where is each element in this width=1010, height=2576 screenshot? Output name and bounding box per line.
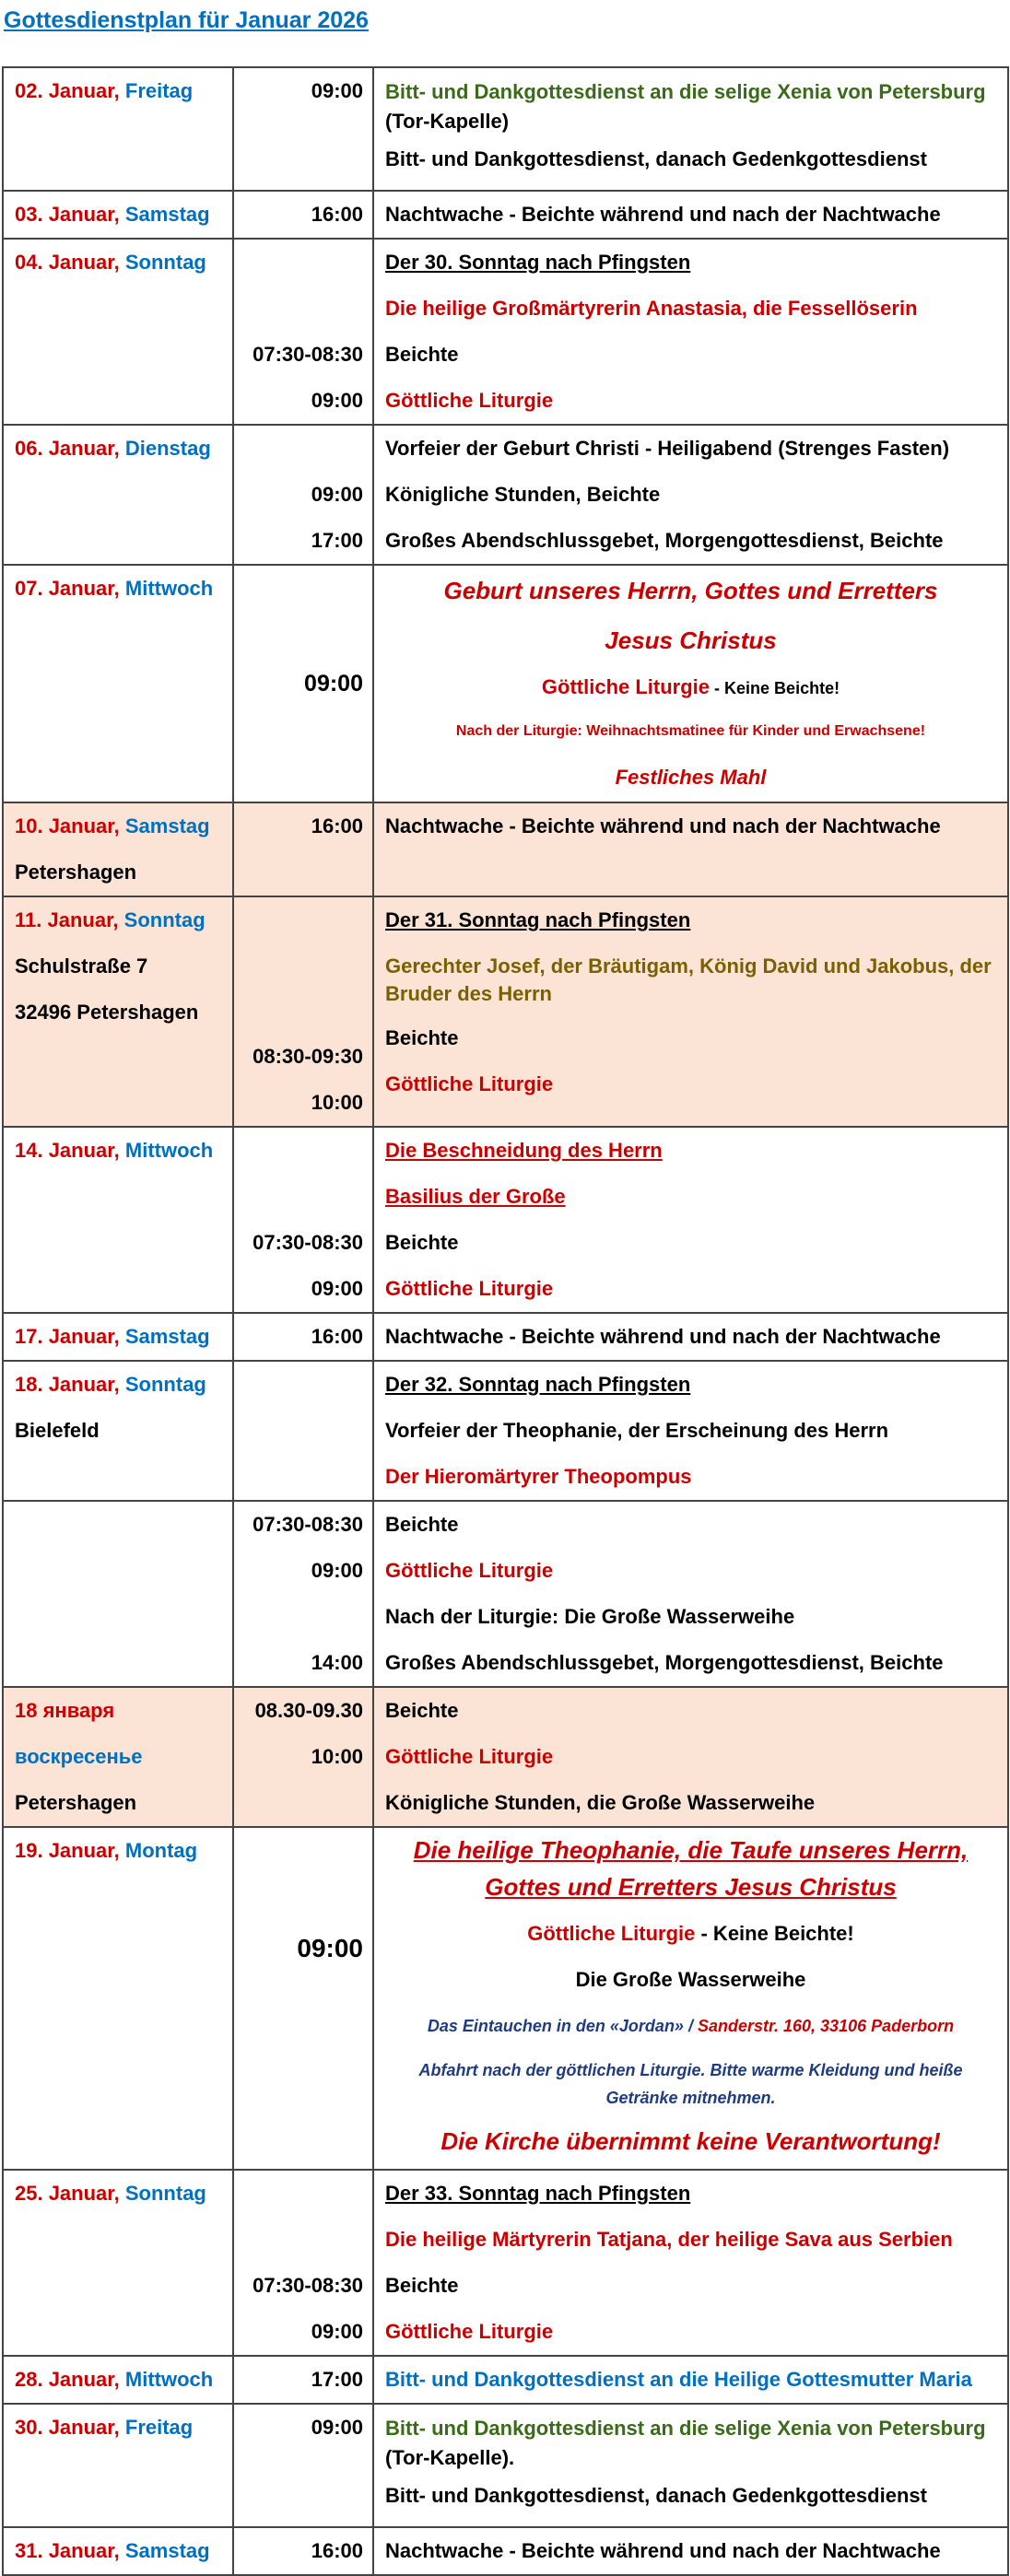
warning-line: Die Kirche übernimmt keine Verantwortung!: [440, 2127, 941, 2155]
time-label: 07:30-08:30: [252, 343, 363, 366]
date-label: 18 января: [15, 1699, 115, 1722]
service-line: Gerechter Josef, der Bräutigam, König David und Jakobus, der Bruder des Herrn: [385, 954, 992, 1005]
time-label: 08:30-09:30: [252, 1045, 363, 1068]
service-note: - Keine Beichte!: [695, 1922, 854, 1945]
service-line: Bitt- und Dankgottesdienst an die selige Xenia von Petersburg: [385, 80, 986, 103]
service-line: Nach der Liturgie: Die Große Wasserweihe: [385, 1605, 795, 1628]
table-row: [3, 1501, 1008, 1687]
weekday-label: Samstag: [124, 203, 210, 226]
service-line: Göttliche Liturgie: [527, 1922, 696, 1945]
service-note: - Keine Beichte!: [710, 679, 840, 697]
time-label: 17:00: [311, 2368, 363, 2391]
service-line: (Tor-Kapelle).: [385, 2446, 515, 2469]
schedule-table: [2, 66, 1009, 2576]
service-line: Bitt- und Dankgottesdienst an die selige Xenia von Petersburg: [385, 2417, 986, 2440]
address-line: Sanderstr. 160, 33106 Paderborn: [697, 2017, 955, 2035]
date-label: 04. Januar,: [15, 251, 120, 274]
service-line: Die heilige Theophanie, die Taufe unseres Herrn,: [413, 1836, 969, 1864]
table-row: [3, 425, 1008, 565]
time-label: 07:30-08:30: [252, 1231, 363, 1254]
date-label: 06. Januar,: [15, 437, 120, 460]
service-line: Großes Abendschlussgebet, Morgengottesdienst, Beichte: [385, 1651, 944, 1674]
service-line: Beichte: [385, 343, 459, 366]
service-line: Die heilige Märtyrerin Tatjana, der heilige Sava aus Serbien: [385, 2228, 953, 2251]
time-label: 14:00: [311, 1651, 363, 1674]
service-line: Nachtwache - Beichte während und nach der Nachtwache: [385, 1325, 941, 1348]
table-row: [3, 2404, 1008, 2527]
service-line: Der Hieromärtyrer Theopompus: [385, 1465, 692, 1488]
service-line: Göttliche Liturgie: [385, 1072, 554, 1095]
date-label: 11. Januar,: [15, 908, 119, 931]
service-line: Göttliche Liturgie: [385, 1277, 554, 1300]
service-line: Göttliche Liturgie: [385, 389, 554, 412]
weekday-label: Freitag: [124, 79, 194, 102]
time-label: 16:00: [311, 203, 363, 226]
weekday-label: Freitag: [124, 2416, 194, 2439]
service-line: Gottes und Erretters Jesus Christus: [485, 1873, 897, 1901]
service-line: Die Große Wasserweihe: [575, 1968, 806, 1991]
service-line: Königliche Stunden, Beichte: [385, 483, 661, 506]
weekday-label: Dienstag: [124, 437, 211, 460]
time-label: 16:00: [311, 2539, 363, 2562]
separator-text: /: [683, 2017, 698, 2035]
date-label: 03. Januar,: [15, 203, 120, 226]
table-row: [3, 565, 1008, 802]
service-line: Bitt- und Dankgottesdienst an die Heilige Gottesmutter Maria: [385, 2368, 972, 2391]
weekday-label: Mittwoch: [124, 1139, 214, 1162]
table-row: [3, 1827, 1008, 2170]
service-line: Festliches Mahl: [615, 766, 767, 789]
date-label: 07. Januar,: [15, 577, 120, 600]
time-label: 09:00: [311, 1559, 363, 1582]
service-line: Beichte: [385, 1513, 459, 1536]
table-row: [3, 896, 1008, 1127]
time-label: 16:00: [311, 1325, 363, 1348]
service-cell: [373, 67, 1008, 191]
service-line: Der 33. Sonntag nach Pfingsten: [385, 2182, 691, 2205]
weekday-label: Sonntag: [124, 1373, 206, 1396]
table-row: [3, 1127, 1008, 1313]
weekday-label: Sonntag: [123, 908, 206, 931]
table-row: [3, 1687, 1008, 1827]
service-line: Großes Abendschlussgebet, Morgengottesdienst, Beichte: [385, 529, 944, 552]
service-line: Der 30. Sonntag nach Pfingsten: [385, 251, 691, 274]
time-label: 09:00: [311, 2416, 363, 2439]
table-row: [3, 67, 1008, 191]
time-label: 09:00: [311, 483, 363, 506]
date-label: 25. Januar,: [15, 2182, 120, 2205]
service-line: Der 31. Sonntag nach Pfingsten: [385, 908, 691, 931]
time-label: 09:00: [311, 1277, 363, 1300]
time-label: 09:00: [311, 79, 363, 102]
service-line: Beichte: [385, 1231, 459, 1254]
date-label: 19. Januar,: [15, 1839, 120, 1862]
service-line: Nachtwache - Beichte während und nach der Nachtwache: [385, 203, 941, 226]
date-label: 30. Januar,: [15, 2416, 120, 2439]
time-label: 09:00: [297, 1934, 363, 1962]
table-row: [3, 2527, 1008, 2575]
date-label: 17. Januar,: [15, 1325, 120, 1348]
service-line: (Tor-Kapelle): [385, 110, 510, 133]
table-row: [3, 2170, 1008, 2356]
table-row: [3, 191, 1008, 239]
address-line: Schulstraße 7: [15, 954, 148, 978]
time-label: 09:00: [311, 2320, 363, 2343]
date-cell: [3, 67, 233, 191]
time-label: 07:30-08:30: [252, 1513, 363, 1536]
date-label: 02. Januar,: [15, 79, 120, 102]
table-row: [3, 802, 1008, 896]
service-line: Vorfeier der Geburt Christi - Heiligabend (Strenges Fasten): [385, 437, 950, 460]
service-line: Göttliche Liturgie: [385, 1745, 554, 1768]
time-label: 17:00: [311, 529, 363, 552]
service-line: Göttliche Liturgie: [385, 1559, 554, 1582]
time-label: 10:00: [311, 1091, 363, 1114]
time-cell: [233, 67, 373, 191]
service-line: Bitt- und Dankgottesdienst, danach Gedenkgottesdienst: [385, 147, 927, 170]
service-line: Vorfeier der Theophanie, der Erscheinung des Herrn: [385, 1419, 889, 1442]
address-line: 32496 Petershagen: [15, 1001, 199, 1024]
weekday-label: Samstag: [124, 1325, 210, 1348]
weekday-label: Montag: [124, 1839, 198, 1862]
service-line: Die Beschneidung des Herrn: [385, 1139, 663, 1162]
table-row: [3, 1361, 1008, 1501]
weekday-label: Mittwoch: [124, 577, 214, 600]
date-label: 18. Januar,: [15, 1373, 120, 1396]
weekday-label: Samstag: [124, 814, 210, 837]
weekday-label: Sonntag: [124, 2182, 206, 2205]
service-line: Die heilige Großmärtyrerin Anastasia, die Fessellöserin: [385, 297, 918, 320]
time-label: 10:00: [311, 1745, 363, 1768]
time-label: 07:30-08:30: [252, 2274, 363, 2297]
service-line: Königliche Stunden, die Große Wasserweihe: [385, 1791, 816, 1814]
weekday-label: воскресенье: [15, 1745, 143, 1768]
service-line: Beichte: [385, 1026, 459, 1049]
service-line: Göttliche Liturgie: [541, 675, 711, 698]
weekday-label: Sonntag: [124, 251, 206, 274]
service-line: Geburt unseres Herrn, Gottes und Erretters: [443, 577, 938, 604]
time-label: 09:00: [304, 671, 363, 697]
service-line: Beichte: [385, 1699, 459, 1722]
date-label: 10. Januar,: [15, 814, 120, 837]
date-label: 28. Januar,: [15, 2368, 120, 2391]
date-label: 31. Januar,: [15, 2539, 120, 2562]
service-line: Der 32. Sonntag nach Pfingsten: [385, 1373, 691, 1396]
weekday-label: Samstag: [124, 2539, 210, 2562]
service-line: Göttliche Liturgie: [385, 2320, 554, 2343]
date-label: 14. Januar,: [15, 1139, 120, 1162]
service-note: Das Eintauchen in den «Jordan»: [427, 2017, 684, 2035]
page-title: Gottesdienstplan für Januar 2026: [4, 7, 369, 33]
location-label: Bielefeld: [15, 1419, 100, 1442]
service-note: Nach der Liturgie: Weihnachtsmatinee für Kinder und Erwachsene!: [455, 723, 926, 739]
time-label: 16:00: [311, 814, 363, 837]
service-line: Basilius der Große: [385, 1185, 566, 1208]
service-line: Nachtwache - Beichte während und nach der Nachtwache: [385, 814, 941, 837]
table-row: [3, 2356, 1008, 2404]
weekday-label: Mittwoch: [124, 2368, 214, 2391]
table-row: [3, 239, 1008, 425]
service-note: Abfahrt nach der göttlichen Liturgie. Bitte warme Kleidung und heiße Getränke mitnehmen.: [418, 2061, 963, 2107]
time-label: 08.30-09.30: [254, 1699, 363, 1722]
location-label: Petershagen: [15, 1791, 137, 1814]
location-label: Petershagen: [15, 861, 137, 884]
service-line: Beichte: [385, 2274, 459, 2297]
table-row: [3, 1313, 1008, 1361]
service-line: Nachtwache - Beichte während und nach der Nachtwache: [385, 2539, 941, 2562]
time-label: 09:00: [311, 389, 363, 412]
service-line: Bitt- und Dankgottesdienst, danach Gedenkgottesdienst: [385, 2484, 927, 2507]
service-line: Jesus Christus: [605, 626, 777, 654]
